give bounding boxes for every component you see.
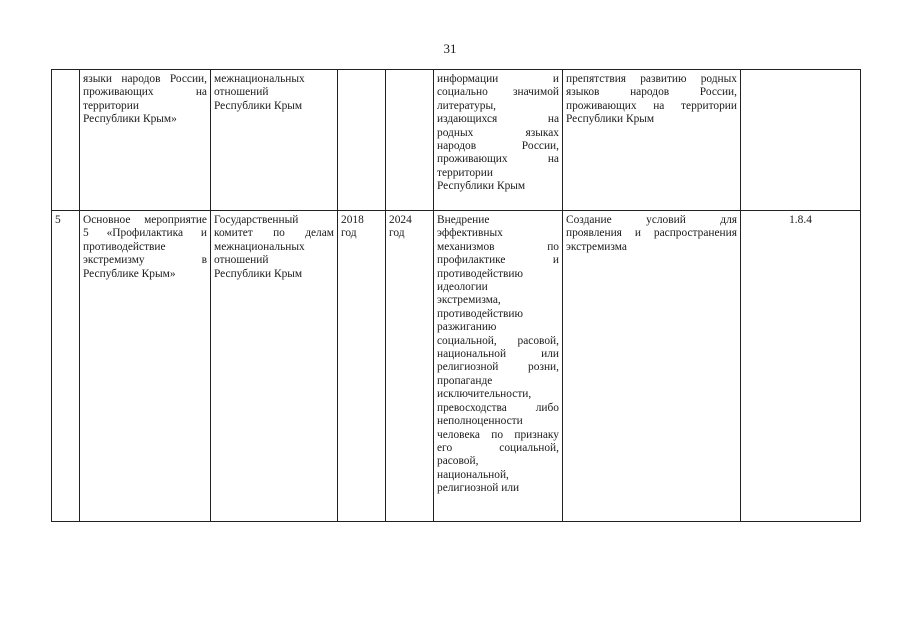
text-line: родных языках — [437, 126, 559, 139]
text-line: экстремизму в — [83, 254, 207, 267]
text-line: противодействию — [437, 307, 524, 320]
text-line: религиозной или — [437, 482, 520, 495]
row-number — [52, 70, 80, 211]
start-year-cell: 2018 год — [338, 211, 386, 522]
start-year-cell — [338, 70, 386, 211]
text-line: Республики Крым — [214, 267, 303, 280]
text-line: Республике Крым» — [83, 267, 176, 280]
indicator-link-cell — [741, 70, 861, 211]
text-line: информации и — [437, 73, 559, 85]
text-line: исключительности, — [437, 388, 532, 401]
text-line: идеологии — [437, 281, 488, 294]
text-line: межнациональных — [214, 240, 305, 253]
text-line: Государственный — [214, 214, 299, 226]
text-line: народов России, — [437, 140, 559, 153]
row-number: 5 — [52, 211, 80, 522]
text-line: социальной, расовой, — [437, 334, 559, 347]
text-line: отношений — [214, 86, 269, 99]
text-line: противодействие — [83, 240, 166, 253]
text-line: эффективных — [437, 227, 503, 240]
text-line: территории — [83, 99, 139, 112]
text-line: национальной или — [437, 348, 559, 361]
text-line: превосходства либо — [437, 401, 559, 414]
text-line: разжиганию — [437, 321, 497, 334]
text-line: человека по признаку — [437, 428, 559, 441]
text-line: Республики Крым — [566, 113, 655, 126]
executor-cell — [211, 70, 338, 211]
text-line: 5 «Профилактика и — [83, 227, 207, 240]
page-number: 31 — [443, 41, 457, 56]
text-line: противодействию — [437, 267, 524, 280]
measures-table — [51, 69, 861, 522]
table-row — [52, 70, 861, 211]
measure-name-cell — [80, 70, 211, 211]
text-line: национальной, — [437, 468, 509, 481]
text-line: Республики Крым — [214, 99, 303, 112]
text-line: проживающих на территории — [566, 99, 737, 112]
consequence-cell — [563, 70, 741, 211]
text-line: Внедрение — [437, 214, 490, 226]
text-line: межнациональных — [214, 73, 305, 85]
expected-result-cell — [434, 211, 563, 522]
indicator-link-cell: 1.8.4 — [741, 211, 861, 522]
text-line: препятствия развитию родных — [566, 73, 737, 85]
executor-cell — [211, 211, 338, 522]
text-line: Республики Крым — [437, 180, 526, 193]
text-line: расовой, — [437, 455, 479, 468]
end-year-cell: 2024 год — [386, 211, 434, 522]
text-line: религиозной розни, — [437, 361, 559, 374]
text-line: языков народов России, — [566, 86, 737, 99]
expected-result-cell — [434, 70, 563, 211]
text-line: отношений — [214, 254, 269, 267]
text-line: социально значимой — [437, 86, 559, 99]
text-line: его социальной, — [437, 441, 559, 454]
text-line: комитет по делам — [214, 227, 334, 240]
text-line: проявления и распространения — [566, 227, 737, 240]
text-line: экстремизма, — [437, 294, 501, 307]
text-line: неполноценности — [437, 415, 523, 428]
text-line: языки народов России, — [83, 73, 207, 85]
text-line: издающихся на — [437, 113, 559, 126]
text-line: проживающих на — [437, 153, 559, 166]
text-line: литературы, — [437, 99, 496, 112]
text-line: Создание условий для — [566, 214, 737, 226]
table-row — [52, 211, 861, 522]
text-line: Основное мероприятие — [83, 214, 207, 226]
text-line: экстремизма — [566, 240, 627, 253]
text-line: Республики Крым» — [83, 113, 177, 126]
text-line: пропаганде — [437, 374, 493, 387]
measure-name-cell — [80, 211, 211, 522]
text-line: профилактике и — [437, 254, 559, 267]
consequence-cell — [563, 211, 741, 522]
text-line: территории — [437, 166, 493, 179]
end-year-cell — [386, 70, 434, 211]
text-line: проживающих на — [83, 86, 207, 99]
text-line: механизмов по — [437, 240, 559, 253]
